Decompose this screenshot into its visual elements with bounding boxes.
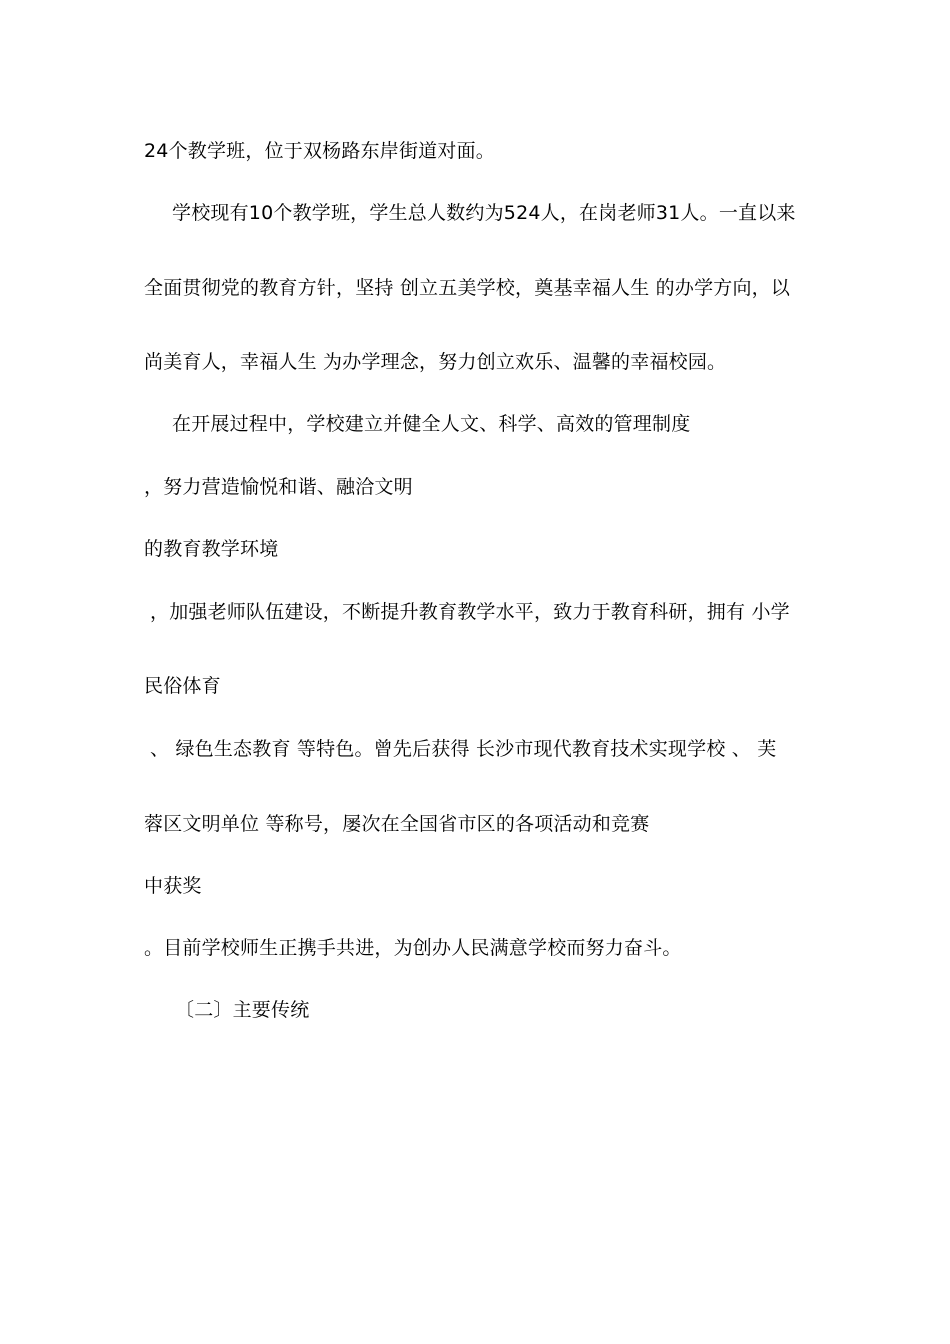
paragraph-line-1: 24个教学班，位于双杨路东岸街道对面。 (144, 140, 495, 162)
paragraph-line-4: 尚美育人，幸福人生 为办学理念，努力创立欢乐、温馨的幸福校园。 (144, 351, 727, 373)
paragraph-line-13: 。目前学校师生正携手共进，为创办人民满意学校而努力奋斗。 (144, 937, 682, 959)
paragraph-line-5: 在开展过程中，学校建立并健全人文、科学、高效的管理制度 (172, 413, 691, 435)
paragraph-line-11: 蓉区文明单位 等称号，屡次在全国省市区的各项活动和竞赛 (144, 813, 650, 835)
paragraph-line-6: ，努力营造愉悦和谐、融洽文明 (144, 476, 413, 498)
paragraph-line-10: 、 绿色生态教育 等特色。曾先后获得 长沙市现代教育技术实现学校 、 芙 (150, 738, 777, 760)
paragraph-line-12: 中获奖 (144, 875, 202, 897)
paragraph-line-7: 的教育教学环境 (144, 538, 279, 560)
paragraph-line-8: ，加强老师队伍建设，不断提升教育教学水平，致力于教育科研，拥有 小学 (150, 601, 790, 623)
paragraph-line-9: 民俗体育 (144, 675, 221, 697)
paragraph-line-2: 学校现有10个教学班，学生总人数约为524人，在岗老师31人。一直以来 (172, 202, 796, 224)
paragraph-line-3: 全面贯彻党的教育方针，坚持 创立五美学校，奠基幸福人生 的办学方向，以 (144, 277, 791, 299)
section-heading: 〔二〕主要传统 (175, 999, 310, 1021)
